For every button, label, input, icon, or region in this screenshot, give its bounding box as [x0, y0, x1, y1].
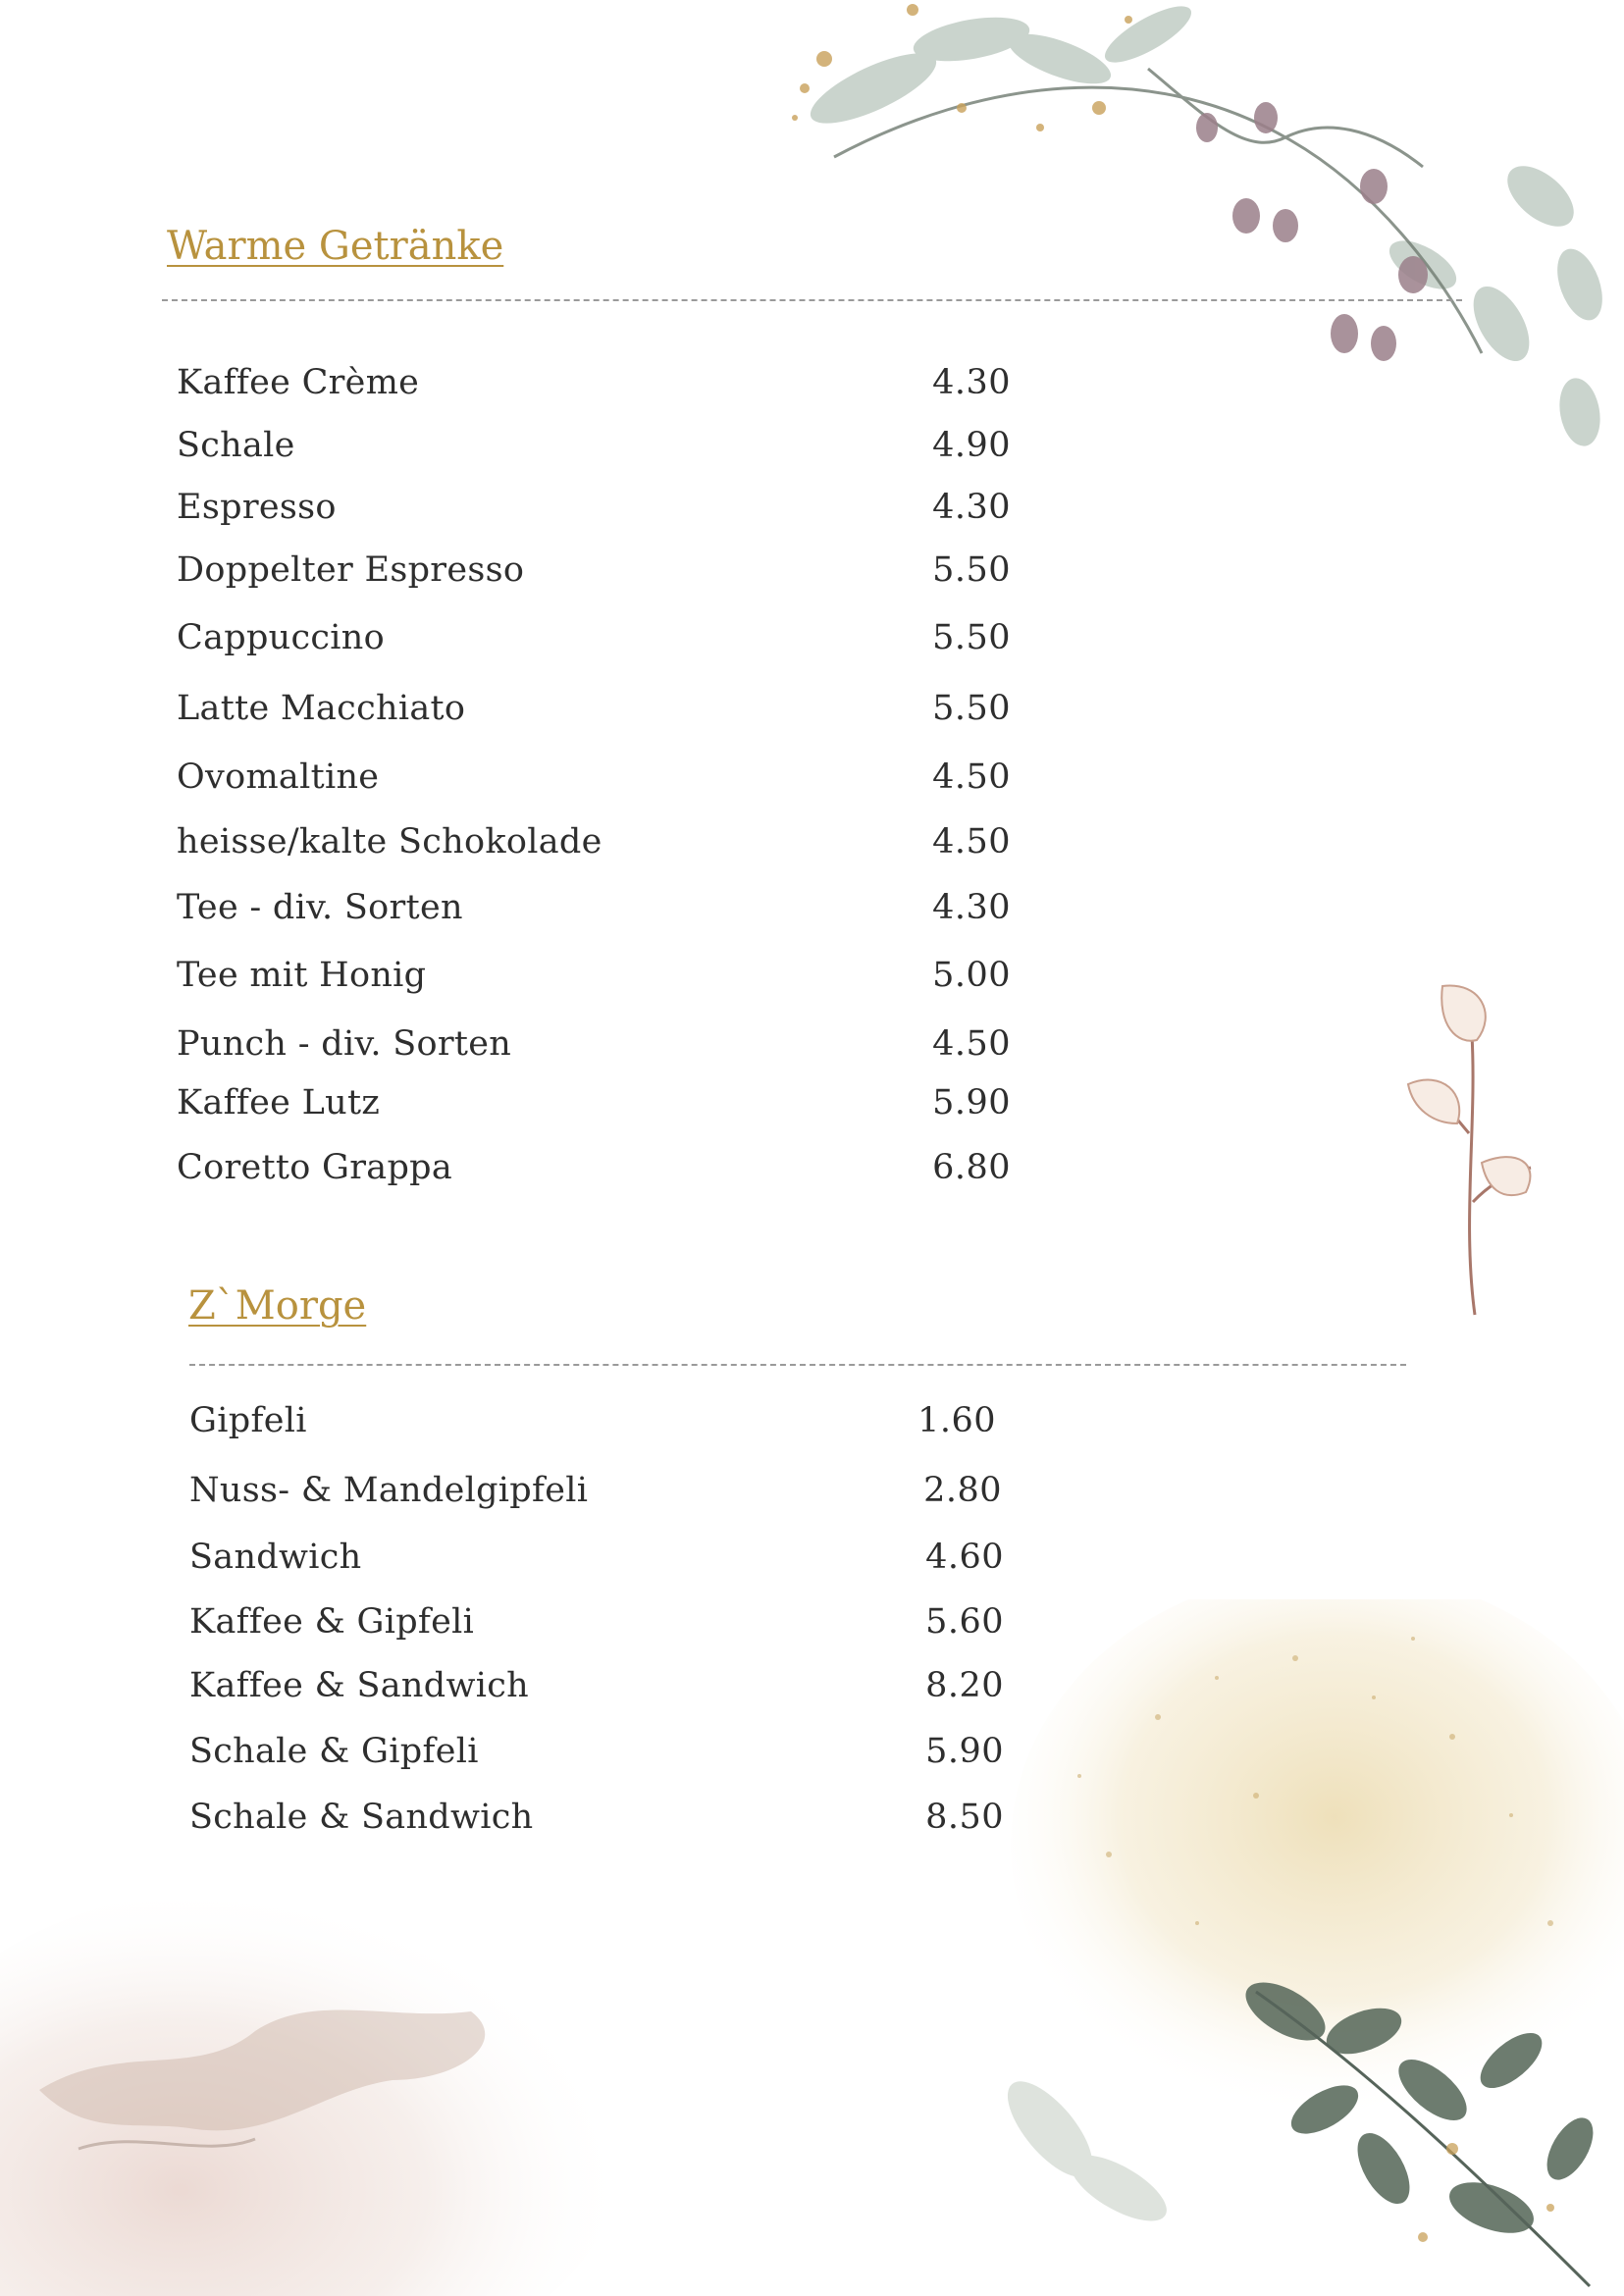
- item-price: 1.60: [917, 1401, 996, 1440]
- menu-item: [189, 1732, 1004, 1781]
- menu-list: [189, 1401, 1004, 1852]
- item-name: Punch - div. Sorten: [177, 1024, 512, 1064]
- menu-item: [177, 1148, 1011, 1197]
- item-name: Gipfeli: [189, 1401, 307, 1440]
- section-divider: [162, 299, 1462, 301]
- item-name: Espresso: [177, 488, 337, 527]
- item-name: Tee mit Honig: [177, 956, 427, 995]
- menu-item: [189, 1401, 1004, 1450]
- item-name: Sandwich: [189, 1538, 362, 1577]
- menu-item: [177, 550, 1011, 600]
- menu-item: [189, 1798, 1004, 1847]
- menu-item: [177, 618, 1011, 667]
- item-name: Kaffee & Sandwich: [189, 1666, 529, 1705]
- item-name: Schale & Sandwich: [189, 1798, 534, 1837]
- menu-item: [177, 426, 1011, 475]
- menu-item: [189, 1538, 1004, 1587]
- menu-list: [177, 363, 1011, 1226]
- gold-glitter-leaves-icon: [962, 1599, 1624, 2296]
- menu-item: [177, 757, 1011, 807]
- item-name: Coretto Grappa: [177, 1148, 453, 1187]
- item-name: heisse/kalte Schokolade: [177, 822, 602, 861]
- menu-item: [177, 689, 1011, 738]
- item-price: 4.50: [932, 1024, 1011, 1064]
- item-price: 5.50: [932, 689, 1011, 728]
- item-price: 2.80: [923, 1471, 1002, 1510]
- item-price: 5.00: [932, 956, 1011, 995]
- section-title: Z`Morge: [188, 1283, 367, 1329]
- item-name: Schale & Gipfeli: [189, 1732, 479, 1771]
- item-name: Nuss- & Mandelgipfeli: [189, 1471, 589, 1510]
- item-price: 4.30: [932, 363, 1011, 402]
- section-title: Warme Getränke: [167, 224, 504, 269]
- item-name: Tee - div. Sorten: [177, 888, 463, 927]
- menu-item: [189, 1666, 1004, 1715]
- item-name: Kaffee Lutz: [177, 1083, 381, 1122]
- watercolor-wash-icon: [0, 1845, 687, 2296]
- item-price: 4.60: [925, 1538, 1004, 1577]
- menu-item: [189, 1602, 1004, 1651]
- item-price: 8.20: [925, 1666, 1004, 1705]
- item-name: Doppelter Espresso: [177, 550, 525, 590]
- menu-item: [189, 1471, 1004, 1520]
- item-price: 8.50: [925, 1798, 1004, 1837]
- item-price: 4.50: [932, 822, 1011, 861]
- anthurium-flower-icon: [1398, 976, 1545, 1320]
- menu-item: [177, 488, 1011, 537]
- menu-item: [177, 1024, 1011, 1073]
- item-name: Kaffee & Gipfeli: [189, 1602, 475, 1642]
- item-name: Kaffee Crème: [177, 363, 420, 402]
- item-price: 4.30: [932, 888, 1011, 927]
- menu-item: [177, 956, 1011, 1005]
- item-price: 5.90: [925, 1732, 1004, 1771]
- menu-item: [177, 822, 1011, 871]
- item-name: Ovomaltine: [177, 757, 380, 797]
- item-price: 4.30: [932, 488, 1011, 527]
- menu-item: [177, 1083, 1011, 1132]
- item-price: 5.50: [932, 550, 1011, 590]
- item-price: 5.90: [932, 1083, 1011, 1122]
- section-divider: [189, 1364, 1406, 1366]
- item-price: 5.50: [932, 618, 1011, 657]
- item-name: Latte Macchiato: [177, 689, 466, 728]
- menu-item: [177, 888, 1011, 937]
- item-price: 5.60: [925, 1602, 1004, 1642]
- menu-item: [177, 363, 1011, 412]
- item-name: Schale: [177, 426, 295, 465]
- item-price: 6.80: [932, 1148, 1011, 1187]
- item-price: 4.90: [932, 426, 1011, 465]
- item-name: Cappuccino: [177, 618, 386, 657]
- item-price: 4.50: [932, 757, 1011, 797]
